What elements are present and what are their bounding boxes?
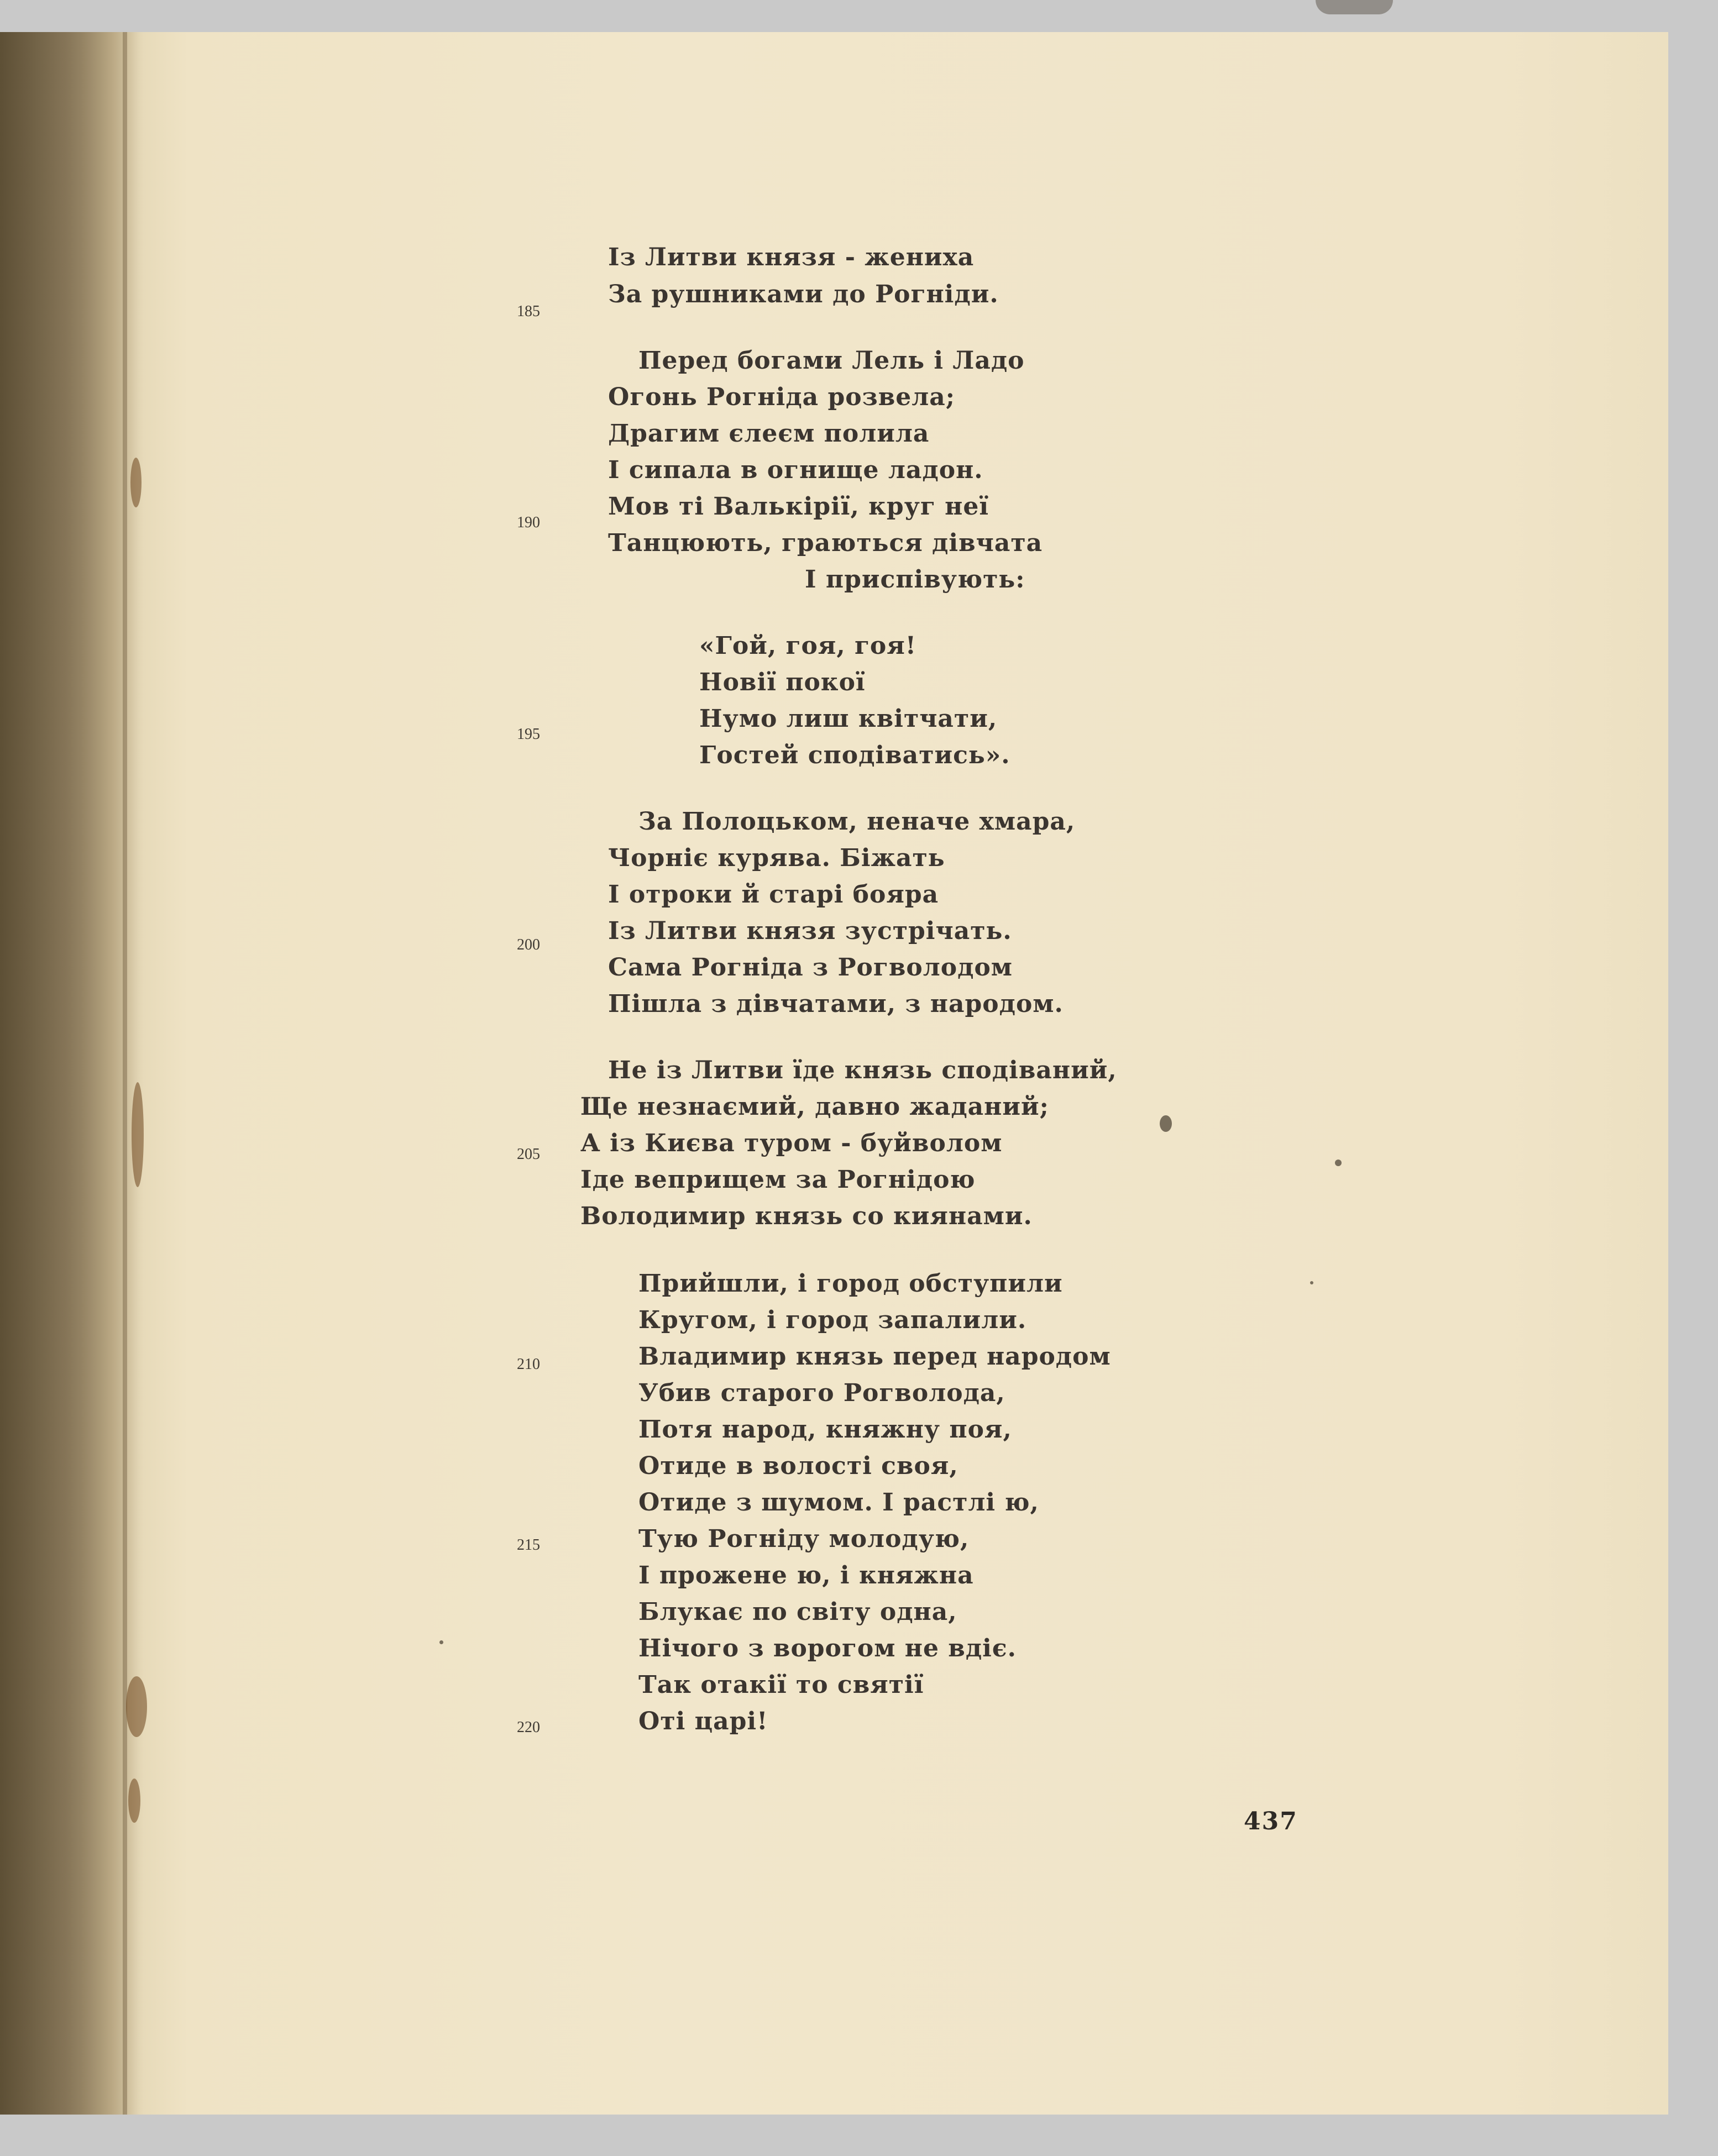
verse-line: Іде веприщем за Рогнідою xyxy=(580,1166,976,1194)
verse-line: Танцюють, граються дівчата xyxy=(608,529,1043,557)
line-number: 200 xyxy=(517,936,540,953)
verse-line: І приспівують: xyxy=(805,565,1025,594)
page-number: 437 xyxy=(1244,1807,1298,1835)
stain-mark xyxy=(126,1676,147,1737)
line-number: 220 xyxy=(517,1719,540,1736)
line-number: 185 xyxy=(517,303,540,320)
verse-line: Володимир князь со киянами. xyxy=(580,1202,1033,1230)
verse-line: Чорніє курява. Біжать xyxy=(608,844,945,872)
line-number: 190 xyxy=(517,514,540,531)
verse-line: Так отакії то святії xyxy=(638,1671,924,1699)
verse-line: Отиде в волості своя, xyxy=(638,1452,958,1480)
line-number: 210 xyxy=(517,1356,540,1373)
verse-line: Тую Рогніду молодую, xyxy=(638,1525,970,1553)
verse-line: Перед богами Лель і Ладо xyxy=(638,347,1025,375)
page-fold-shadow xyxy=(0,32,144,2115)
ink-speck xyxy=(439,1640,443,1644)
verse-line: Прийшли, і город обступили xyxy=(638,1270,1063,1298)
verse-line: Новії покої xyxy=(699,668,866,696)
verse-line: Із Литви князя - жениха xyxy=(608,243,975,271)
verse-line: Огонь Рогніда розвела; xyxy=(608,383,956,411)
verse-line: Ще незнаємий, давно жаданий; xyxy=(580,1093,1049,1121)
binding-edge xyxy=(123,32,127,2115)
ink-speck xyxy=(1335,1160,1342,1166)
verse-line: А із Києва туром - буйволом xyxy=(580,1129,1003,1157)
verse-line: І отроки й старі бояра xyxy=(608,880,939,909)
ink-speck xyxy=(1160,1115,1172,1132)
verse-line: І сипала в огнище ладон. xyxy=(608,456,983,484)
verse-line: За рушниками до Рогніди. xyxy=(608,280,999,308)
verse-line: Кругом, і город запалили. xyxy=(638,1306,1027,1334)
verse-line: Блукає по світу одна, xyxy=(638,1598,957,1626)
verse-line: Драгим єлеєм полила xyxy=(608,419,930,448)
line-number: 205 xyxy=(517,1146,540,1163)
verse-line: Мов ті Валькірії, круг неї xyxy=(608,492,989,521)
ink-speck xyxy=(1310,1281,1313,1284)
verse-line: Нічого з ворогом не вдіє. xyxy=(638,1634,1017,1662)
verse-line: Не із Литви їде князь сподіваний, xyxy=(608,1056,1117,1084)
scan-artifact xyxy=(1316,0,1393,14)
stain-mark xyxy=(130,458,142,507)
verse-line: Убив старого Рогволода, xyxy=(638,1379,1005,1407)
verse-line: І прожене ю, і княжна xyxy=(638,1561,974,1590)
verse-line: Гостей сподіватись». xyxy=(699,741,1010,769)
verse-line: Із Литви князя зустрічать. xyxy=(608,917,1012,945)
verse-line: Владимир князь перед народом xyxy=(638,1342,1111,1371)
verse-line: Потя народ, княжну поя, xyxy=(638,1415,1012,1444)
stain-mark xyxy=(132,1082,144,1187)
verse-line: Оті царі! xyxy=(638,1707,768,1735)
line-number: 215 xyxy=(517,1536,540,1554)
verse-line: «Гой, гоя, гоя! xyxy=(699,632,917,660)
verse-line: Пішла з дівчатами, з народом. xyxy=(608,990,1064,1018)
verse-line: Нумо лиш квітчати, xyxy=(699,705,998,733)
verse-line: Сама Рогніда з Рогволодом xyxy=(608,953,1013,982)
line-number: 195 xyxy=(517,726,540,743)
verse-line: Отиде з шумом. І растлі ю, xyxy=(638,1488,1039,1517)
stain-mark xyxy=(128,1779,140,1823)
verse-line: За Полоцьком, неначе хмара, xyxy=(638,807,1076,836)
